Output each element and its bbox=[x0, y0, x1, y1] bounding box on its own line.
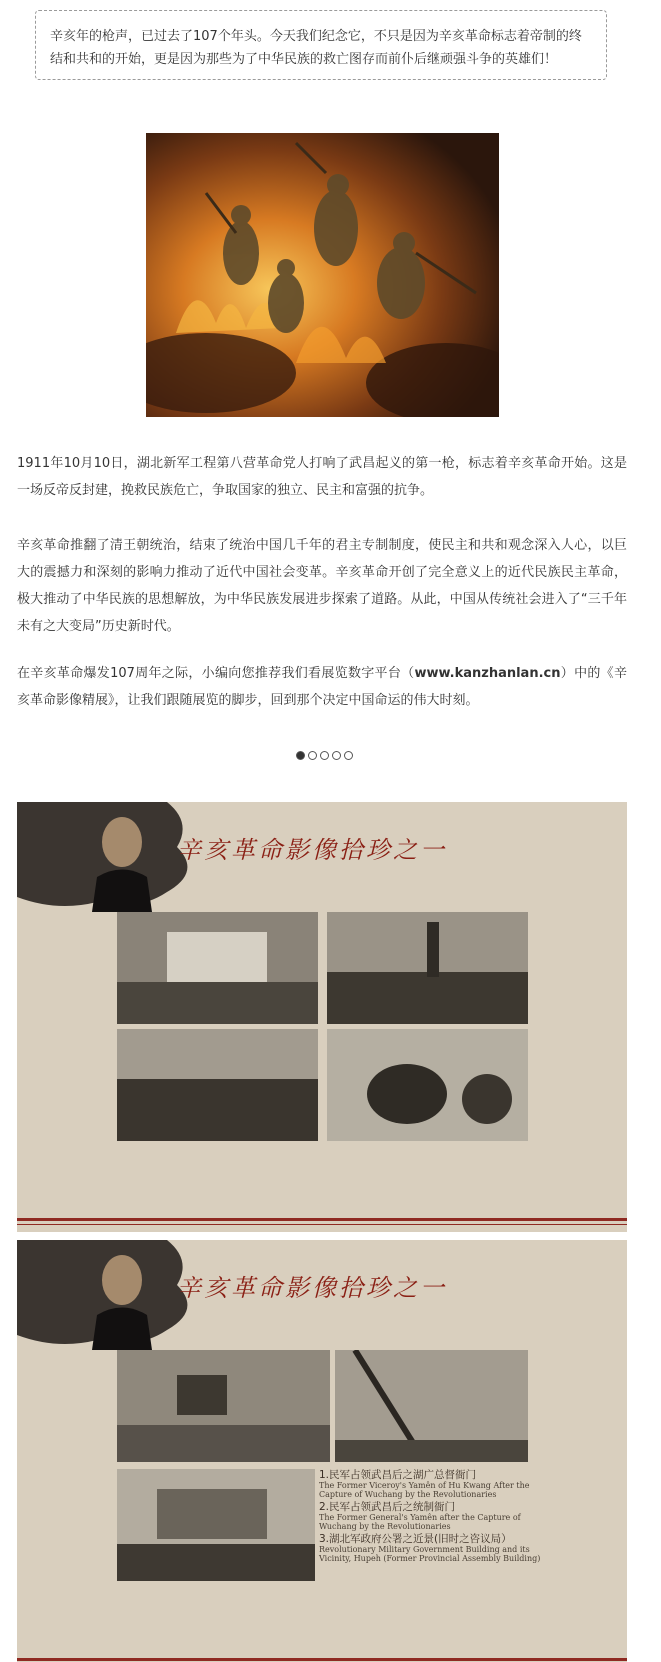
paragraph-text-2: 辛亥革命推翻了清王朝统治，结束了统治中国几千年的君主专制制度，使民主和共和观念深入人心，以巨大的震撼力和深刻的影响力推动了近代中国社会变革。辛亥革命开创了完全意义上的近代民族民主革命，极大推动了中华民族的思想解放，为中华民族发展进步探索了道路。从此，中国从传统社会进入了“三千年未有之大变局”历史新时代。 bbox=[17, 538, 627, 634]
paragraph-text-3a: 在辛亥革命爆发107周年之际，小编向您推荐我们看展览数字平台（ bbox=[17, 666, 415, 681]
photo-1a bbox=[117, 912, 318, 1024]
paragraph-text-1: 1911年10月10日，湖北新军工程第八营革命党人打响了武昌起义的第一枪，标志着辛亥革命开始。这是一场反帝反封建，挽救民族危亡，争取国家的独立、民主和富强的抗争。 bbox=[17, 456, 627, 498]
carousel-dot-1[interactable] bbox=[296, 751, 305, 760]
carousel-dot-3[interactable] bbox=[320, 751, 329, 760]
exhibition-site-link[interactable]: www.kanzhanlan.cn bbox=[414, 666, 561, 681]
panel-1-title: 辛亥革命影像拾珍之一 bbox=[177, 836, 447, 864]
photo-1c bbox=[117, 1029, 318, 1141]
photo-2c bbox=[117, 1469, 315, 1581]
paragraph-revolution-impact bbox=[17, 532, 627, 640]
caption-2-zh: 2.民军占领武昌后之统制衙门 bbox=[319, 1501, 456, 1513]
photo-2b bbox=[335, 1350, 528, 1462]
paragraph-wuchang-uprising bbox=[17, 450, 627, 504]
carousel-dot-5[interactable] bbox=[344, 751, 353, 760]
intro-text: 辛亥年的枪声，已过去了107个年头。今天我们纪念它，不只是因为辛亥革命标志着帝制的终结和共和的开始，更是因为那些为了中华民族的救亡图存而前仆后继顽强斗争的英雄们！ bbox=[50, 29, 582, 67]
paragraph-text-3b: ）中的《辛亥革命影像精展》，让我们跟随展览的脚步，回到那个决定中国命运的伟大时刻。 bbox=[17, 666, 627, 708]
caption-3-en: Revolutionary Military Government Building and its Vicinity, Hupeh (Former Provincial Assembly Building) bbox=[319, 1545, 541, 1563]
uprising-painting-image bbox=[146, 133, 499, 417]
caption-1-en: The Former Viceroy's Yamên of Hu Kwang After the Capture of Wuchang by the Revolutionaries bbox=[319, 1481, 530, 1499]
carousel-indicator bbox=[296, 751, 353, 760]
caption-2-en: The Former General's Yamên after the Capture of Wuchang by the Revolutionaries bbox=[319, 1513, 521, 1531]
photo-2a bbox=[117, 1350, 330, 1462]
painting-graphic bbox=[146, 133, 499, 417]
photo-panel-1 bbox=[17, 802, 627, 1232]
carousel-dot-2[interactable] bbox=[308, 751, 317, 760]
intro-quote-box bbox=[35, 10, 607, 80]
photo-captions bbox=[319, 1469, 549, 1565]
caption-1-zh: 1.民军占领武昌后之湖广总督衙门 bbox=[319, 1469, 477, 1481]
carousel-dot-4[interactable] bbox=[332, 751, 341, 760]
caption-3-zh: 3.湖北军政府公署之近景(旧时之咨议局） bbox=[319, 1533, 512, 1545]
photo-1b bbox=[327, 912, 528, 1024]
paragraph-exhibition-recommendation bbox=[17, 660, 627, 714]
photo-panel-2 bbox=[17, 1240, 627, 1662]
panel-2-title: 辛亥革命影像拾珍之一 bbox=[177, 1274, 447, 1302]
photo-1d bbox=[327, 1029, 528, 1141]
